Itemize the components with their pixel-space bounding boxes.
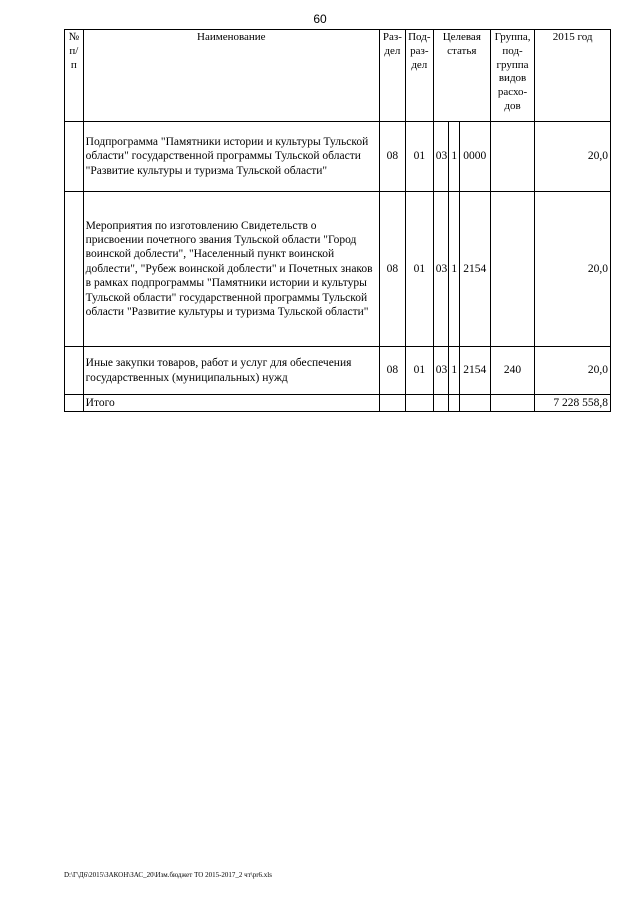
row-amount: 20,0 [535,192,611,347]
row-razdel: 08 [379,122,405,192]
row-target-part3: 2154 [459,192,490,347]
row-amount: 20,0 [535,347,611,395]
row-target-part1: 03 [433,122,449,192]
budget-table [64,29,611,412]
table-header-row [65,30,611,122]
row-group [490,122,535,192]
table-row [65,122,611,192]
header-group: Группа, под-группа видов расхо-дов [490,30,535,122]
row-amount: 20,0 [535,122,611,192]
row-num [65,192,84,347]
row-target-part1: 03 [433,347,449,395]
header-num: № п/п [65,30,84,122]
page-number: 60 [313,12,327,26]
row-num [65,122,84,192]
row-group: 240 [490,347,535,395]
row-num [65,347,84,395]
total-amount: 7 228 558,8 [535,395,611,412]
row-podrazdel: 01 [405,122,433,192]
table-row [65,192,611,347]
total-label: Итого [83,395,379,412]
row-target-part2: 1 [449,122,459,192]
row-target-part3: 0000 [459,122,490,192]
header-name: Наименование [83,30,379,122]
row-target-part2: 1 [449,192,459,347]
row-razdel: 08 [379,192,405,347]
row-name: Мероприятия по изготовлению Свидетельств о присвоении почетного звания Тульской области "Город воинской доблести", "Населенный пункт воинской доблести", "Рубеж воинской доблести" и Почетных знаков в рамках подпрограммы "Памятники истории и культуры Тульской области" государственной программы Тульской области "Развитие культуры и туризма Тульской области" [83,192,379,347]
row-target-part1: 03 [433,192,449,347]
row-podrazdel: 01 [405,192,433,347]
row-name: Подпрограмма "Памятники истории и культуры Тульской области" государственной программы Тульской области "Развитие культуры и туризма Тульской области" [83,122,379,192]
file-path-footer: D:\Г\Д6\2015\ЗАКОН\ЗАС_20\Изм.бюджет ТО 2015-2017_2 чт\pr6.xls [64,871,272,879]
header-target-article: Целевая статья [433,30,490,122]
row-target-part3: 2154 [459,347,490,395]
row-target-part2: 1 [449,347,459,395]
total-row [65,395,611,412]
header-podrazdel: Под-раз-дел [405,30,433,122]
row-name: Иные закупки товаров, работ и услуг для обеспечения государственных (муниципальных) нужд [83,347,379,395]
row-podrazdel: 01 [405,347,433,395]
row-razdel: 08 [379,347,405,395]
row-group [490,192,535,347]
header-year: 2015 год [535,30,611,122]
header-razdel: Раз-дел [379,30,405,122]
table-row [65,347,611,395]
